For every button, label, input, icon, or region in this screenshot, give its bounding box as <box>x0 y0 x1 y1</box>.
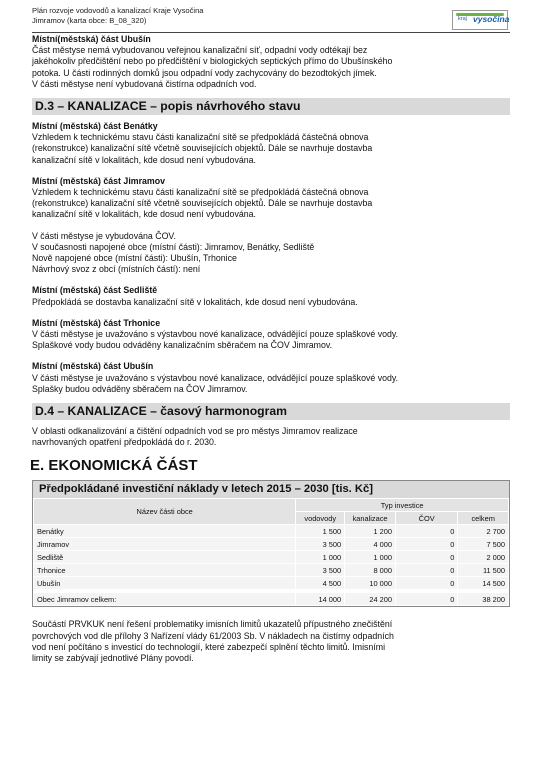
row-name: Ubušín <box>34 577 295 589</box>
table-row <box>34 525 508 537</box>
text-line: Část městyse nemá vybudovanou veřejnou kanalizační síť, odpadní vody odtékají bez <box>32 45 368 56</box>
text-line: kanalizační sítě v lokalitách, kde dosud není vybudována. <box>32 209 256 220</box>
col-header-celkem: celkem <box>458 512 508 524</box>
table-row <box>34 564 508 576</box>
col-header-cov: ČOV <box>396 512 457 524</box>
text-line: Splaškové vody budou odváděny kanalizačním sběračem na ČOV Jimramov. <box>32 340 333 351</box>
cell-kanalizace: 1 000 <box>345 551 395 563</box>
total-celkem: 38 200 <box>458 593 508 605</box>
row-name: Jimramov <box>34 538 295 550</box>
text-line: (rekonstrukce) kanalizační sítě včetně souvisejících objektů. Dále se navrhuje dostavba <box>32 143 373 154</box>
text-line: Předpokládá se dostavba kanalizační sítě v lokalitách, kde dosud není vybudována. <box>32 296 358 307</box>
cell-cov: 0 <box>396 551 457 563</box>
text-line: V části městyse není vybudovaná čistírna odpadních vod. <box>32 78 257 89</box>
jimramov-title: Místní (městská) část Jimramov <box>32 175 165 186</box>
text-line: (rekonstrukce) kanalizační sítě včetně souvisejících objektů. Dále se navrhuje dostavba <box>32 198 373 209</box>
investment-grid <box>33 498 509 606</box>
logo-vysocina: vysočina <box>473 14 510 24</box>
logo-kraj: kraj <box>458 16 467 22</box>
cell-cov: 0 <box>396 564 457 576</box>
text-line: vod není počítáno s investicí do technologií, které zabezpečí splnění těchto limitů. Imisními <box>32 641 386 652</box>
text-line: povrchových vod dle přílohy 3 Nařízení vlády 61/2003 Sb. V nákladech na čistírny odpadních <box>32 630 394 641</box>
table-total-row <box>34 593 508 605</box>
cell-kanalizace: 1 200 <box>345 525 395 537</box>
text-line: V části městyse je uvažováno s výstavbou nové kanalizace, odvádějící pouze splaškové vody. <box>32 329 399 340</box>
intro-title: Místní(městská) část Ubušín <box>32 34 151 44</box>
text-line: Vzhledem k technickému stavu části kanalizační sítě se předpokládá částečná obnova <box>32 132 369 143</box>
row-name: Benátky <box>34 525 295 537</box>
total-kanalizace: 24 200 <box>345 593 395 605</box>
cell-cov: 0 <box>396 577 457 589</box>
text-line: potoka. U části rodinných domků jsou odpadní vody zachycovány do bezodtokých jímek. <box>32 67 377 78</box>
trhonice-title: Místní (městská) část Trhonice <box>32 317 161 328</box>
col-header-vodovody: vodovody <box>296 512 344 524</box>
header-subtitle: Jimramov (karta obce: B_08_320) <box>32 16 147 25</box>
total-vodovody: 14 000 <box>296 593 344 605</box>
cell-vodovody: 1 500 <box>296 525 344 537</box>
ubusin-title: Místní (městská) část Ubušín <box>32 361 154 372</box>
cell-cov: 0 <box>396 538 457 550</box>
page-header <box>32 6 510 33</box>
total-name: Obec Jimramov celkem: <box>34 593 295 605</box>
cell-kanalizace: 8 000 <box>345 564 395 576</box>
col-header-group: Typ investice <box>296 499 508 511</box>
header-title: Plán rozvoje vodovodů a kanalizací Kraje Vysočina <box>32 6 204 15</box>
text-line: limity se zabývají jednotlivé Plány povodí. <box>32 653 194 664</box>
text-line: V části městyse je uvažováno s výstavbou nové kanalizace, odvádějící pouze splaškové vody. <box>32 372 399 383</box>
cell-celkem: 2 000 <box>458 551 508 563</box>
text-line: navrhovaných opatření předpokládá do r. 2030. <box>32 437 217 448</box>
col-header-kanalizace: kanalizace <box>345 512 395 524</box>
cell-vodovody: 3 500 <box>296 564 344 576</box>
cell-vodovody: 1 000 <box>296 551 344 563</box>
text-line: jakéhokoliv předčištění nebo po předčištění v biologických septických přímo do Ubušínského <box>32 56 393 67</box>
text-line: Nově napojené obce (místní části): Ubušín, Trhonice <box>32 253 237 264</box>
cell-celkem: 14 500 <box>458 577 508 589</box>
text-line: kanalizační sítě v lokalitách, kde dosud není vybudována. <box>32 154 256 165</box>
cell-vodovody: 4 500 <box>296 577 344 589</box>
text-line: Vzhledem k technickému stavu části kanalizační sítě se předpokládá částečná obnova <box>32 187 369 198</box>
row-name: Sedliště <box>34 551 295 563</box>
table-row <box>34 577 508 589</box>
row-name: Trhonice <box>34 564 295 576</box>
section-heading-d4: D.4 – KANALIZACE – časový harmonogram <box>32 403 510 420</box>
cell-celkem: 11 500 <box>458 564 508 576</box>
cell-vodovody: 3 500 <box>296 538 344 550</box>
total-cov: 0 <box>396 593 457 605</box>
sedliste-title: Místní (městská) část Sedliště <box>32 285 158 296</box>
cell-kanalizace: 10 000 <box>345 577 395 589</box>
cell-cov: 0 <box>396 525 457 537</box>
text-line: V oblasti odkanalizování a čištění odpadních vod se pro městys Jimramov realizace <box>32 426 358 437</box>
investment-table <box>32 480 510 607</box>
footer-paragraph <box>32 619 510 664</box>
table-caption: Předpokládané investiční náklady v letech 2015 – 2030 [tis. Kč] <box>33 481 509 498</box>
table-row <box>34 538 508 550</box>
cell-celkem: 2 700 <box>458 525 508 537</box>
text-line: Splašky budou odváděny sběračem na ČOV Jimramov. <box>32 383 248 394</box>
col-header-name: Název části obce <box>34 499 295 524</box>
cell-celkem: 7 500 <box>458 538 508 550</box>
text-line: Součástí PRVKUK není řešení problematiky imisních limitů ukazatelů přípustného znečištění <box>32 619 393 630</box>
cell-kanalizace: 4 000 <box>345 538 395 550</box>
text-line: V současnosti napojené obce (místní části): Jimramov, Benátky, Sedliště <box>32 241 315 252</box>
section-heading-e: E. EKONOMICKÁ ČÁST <box>30 457 198 475</box>
text-line: V části městyse je vybudována ČOV. <box>32 230 176 241</box>
table-row <box>34 551 508 563</box>
document-body <box>32 34 510 664</box>
section-heading-d3: D.3 – KANALIZACE – popis návrhového stavu <box>32 98 510 115</box>
benatky-title: Místní (městská) část Benátky <box>32 121 158 132</box>
kraj-vysocina-logo <box>452 10 508 30</box>
text-line: Návrhový svoz z obcí (místních částí): není <box>32 264 201 275</box>
